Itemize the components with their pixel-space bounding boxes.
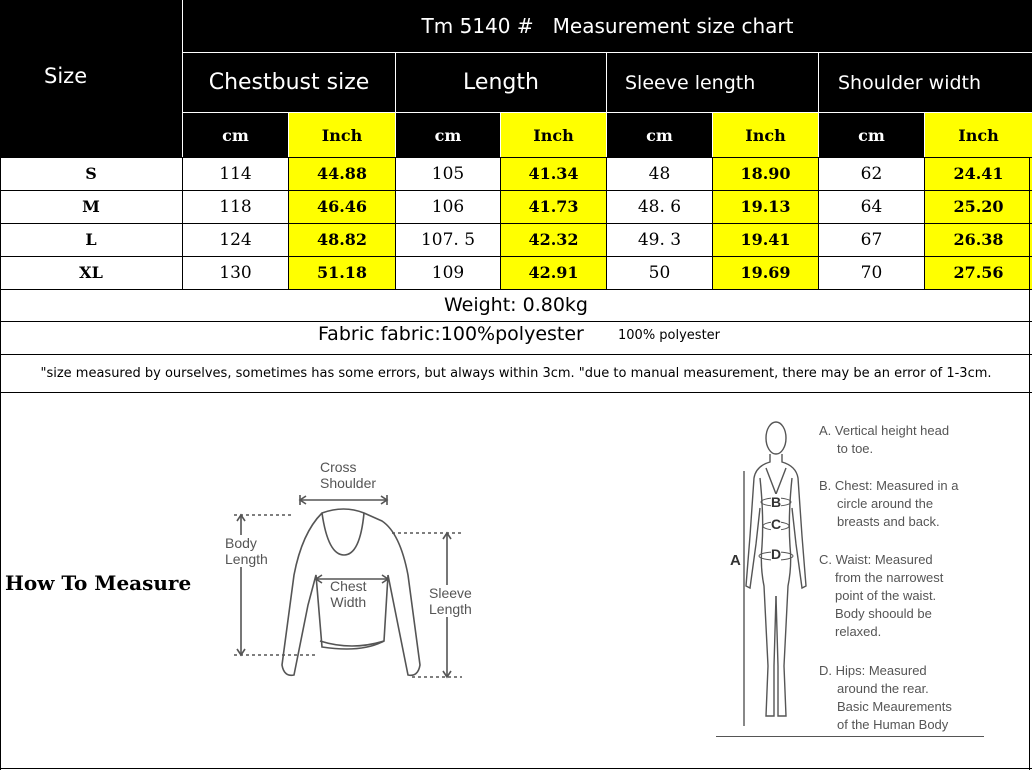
measurement-note-a <box>819 422 949 458</box>
label-line: Shoulder <box>320 475 377 491</box>
table-cell <box>713 223 818 256</box>
cell-value: 48. 6 <box>637 196 682 217</box>
divider <box>0 768 1032 769</box>
label-line: Length <box>429 601 472 617</box>
unit-label: cm <box>434 125 462 145</box>
cell-value: 51.18 <box>316 263 368 282</box>
label-line: Length <box>225 551 268 567</box>
column-header-sleeve <box>607 53 818 112</box>
garment-diagram <box>222 455 482 695</box>
table-cell <box>925 223 1032 256</box>
cell-value: 48.82 <box>316 230 368 249</box>
cell-value: 25.20 <box>953 197 1004 216</box>
measurement-note-d <box>819 662 952 734</box>
body-baseline <box>716 736 984 737</box>
note-line: Body shoould be <box>835 606 932 621</box>
size-value: M <box>82 197 100 216</box>
note-line: D. Hips: Measured <box>819 663 927 678</box>
label-line: Sleeve <box>429 585 472 601</box>
unit-label: Inch <box>533 125 574 145</box>
table-cell <box>396 256 500 289</box>
measurement-note-b <box>819 477 958 531</box>
column-label: Length <box>463 70 539 95</box>
sleeve-length-label <box>429 585 472 617</box>
body-diagram <box>716 412 1016 742</box>
divider <box>606 157 607 289</box>
table-cell <box>819 157 924 190</box>
table-cell <box>396 157 500 190</box>
divider <box>0 392 1032 393</box>
table-cell <box>713 190 818 223</box>
cross-shoulder-label <box>320 459 376 491</box>
cell-value: 130 <box>219 262 252 283</box>
unit-inch <box>501 113 606 157</box>
cell-value: 105 <box>431 163 465 184</box>
cell-value: 24.41 <box>953 164 1004 183</box>
note-line: of the Human Body <box>837 717 949 732</box>
fabric-row <box>0 321 1032 354</box>
cell-value: 42.91 <box>528 263 579 282</box>
table-cell <box>501 256 606 289</box>
note-line: C. Waist: Measured <box>819 552 933 567</box>
table-cell <box>289 223 395 256</box>
body-letter-b: B <box>771 494 782 510</box>
divider <box>288 157 289 289</box>
unit-cm <box>183 113 288 157</box>
chart-title <box>183 0 1032 52</box>
note-line: to toe. <box>837 441 874 456</box>
table-cell <box>607 256 712 289</box>
note-line: around the rear. <box>837 681 929 696</box>
human-figure-illustration <box>726 416 826 736</box>
cell-value: 44.88 <box>316 164 368 183</box>
unit-inch <box>713 113 818 157</box>
note-line: circle around the <box>837 496 934 511</box>
cell-value: 62 <box>860 163 883 184</box>
table-cell <box>713 157 818 190</box>
how-to-measure-label: How To Measure <box>5 571 192 595</box>
divider <box>818 157 819 289</box>
disclaimer-row <box>0 354 1032 392</box>
cell-value: 19.41 <box>740 230 791 249</box>
table-cell <box>607 223 712 256</box>
table-cell <box>819 223 924 256</box>
cell-value: 67 <box>860 229 883 250</box>
label-line: Cross <box>320 459 357 475</box>
note-line: Basic Meaurements <box>837 699 952 714</box>
cell-value: 19.13 <box>740 197 791 216</box>
body-letter-d: D <box>771 546 782 562</box>
label-line: Body <box>225 535 257 551</box>
size-label: Size <box>44 64 88 88</box>
table-cell <box>607 190 712 223</box>
chart-title-text: Tm 5140 # Measurement size chart <box>421 14 794 38</box>
body-letter-a: A <box>730 552 741 569</box>
cell-value: 124 <box>219 229 252 250</box>
unit-label: cm <box>646 125 673 145</box>
table-cell <box>925 157 1032 190</box>
table-cell <box>396 190 500 223</box>
divider <box>395 157 396 289</box>
cell-value: 46.46 <box>316 197 368 216</box>
cell-value: 26.38 <box>953 230 1004 249</box>
table-cell <box>183 256 288 289</box>
note-line: relaxed. <box>835 624 882 639</box>
unit-cm <box>607 113 712 157</box>
label-line: Chest <box>330 578 367 594</box>
cell-value: 106 <box>431 196 465 217</box>
label-line: Width <box>330 594 367 610</box>
table-cell <box>819 256 924 289</box>
measurement-note-c <box>819 551 943 641</box>
divider <box>500 157 501 289</box>
table-cell <box>925 256 1032 289</box>
table-cell <box>501 223 606 256</box>
divider <box>0 190 1032 191</box>
cell-value: 107. 5 <box>420 229 476 250</box>
cell-value: 70 <box>860 262 883 283</box>
table-cell <box>501 157 606 190</box>
sweater-illustration <box>222 455 482 695</box>
body-length-label <box>225 535 268 567</box>
table-cell <box>289 256 395 289</box>
table-cell <box>819 190 924 223</box>
column-header-shoulder <box>819 53 1032 112</box>
size-value: L <box>85 230 97 249</box>
note-line: point of the waist. <box>835 588 937 603</box>
unit-inch <box>289 113 395 157</box>
column-label: Shoulder width <box>838 71 982 94</box>
cell-value: 50 <box>648 262 671 283</box>
cell-value: 27.56 <box>953 263 1004 282</box>
unit-inch <box>925 113 1032 157</box>
cell-value: 42.32 <box>528 230 579 249</box>
column-label: Chestbust size <box>208 70 370 95</box>
table-cell <box>183 190 288 223</box>
cell-value: 118 <box>219 196 252 217</box>
column-header-chest <box>183 53 395 112</box>
cell-value: 48 <box>648 163 671 184</box>
table-cell <box>501 190 606 223</box>
cell-value: 18.90 <box>740 164 791 183</box>
body-letter-c: C <box>771 516 782 532</box>
disclaimer-text: "size measured by ourselves, sometimes has some errors, but always within 3cm. "due to manual measurement, there may be an error of 1-3cm. <box>40 365 992 381</box>
divider <box>0 256 1032 257</box>
note-line: A. Vertical height head <box>819 423 950 438</box>
chest-width-label <box>330 578 367 610</box>
table-cell <box>713 256 818 289</box>
table-cell <box>396 223 500 256</box>
cell-value: 41.34 <box>528 164 579 183</box>
unit-cm <box>819 113 924 157</box>
unit-label: cm <box>858 125 885 145</box>
size-value: S <box>85 164 97 183</box>
unit-label: cm <box>222 125 249 145</box>
column-label: Sleeve length <box>625 71 756 94</box>
unit-label: Inch <box>958 125 999 145</box>
cell-value: 19.69 <box>740 263 791 282</box>
table-cell <box>289 190 395 223</box>
divider <box>1029 157 1030 770</box>
size-header-cell <box>0 0 182 157</box>
column-header-length <box>396 53 606 112</box>
size-value: XL <box>79 263 103 282</box>
table-cell <box>183 157 288 190</box>
table-cell <box>183 223 288 256</box>
divider <box>0 157 1 770</box>
cell-value: 109 <box>431 262 465 283</box>
cell-value: 41.73 <box>528 197 579 216</box>
cell-value: 64 <box>860 196 883 217</box>
unit-cm <box>396 113 500 157</box>
divider <box>0 223 1032 224</box>
size-cell <box>0 223 182 256</box>
table-cell <box>289 157 395 190</box>
fabric-note: 100% polyester <box>618 328 721 343</box>
size-cell <box>0 190 182 223</box>
divider <box>924 157 925 289</box>
size-cell <box>0 157 182 190</box>
size-cell <box>0 256 182 289</box>
divider <box>182 157 183 289</box>
divider <box>0 157 1032 158</box>
table-cell <box>607 157 712 190</box>
table-cell <box>925 190 1032 223</box>
divider <box>712 157 713 289</box>
weight-row <box>0 289 1032 321</box>
fabric-text: Fabric fabric:100%polyester <box>318 323 584 345</box>
unit-label: Inch <box>321 125 363 145</box>
unit-label: Inch <box>745 125 786 145</box>
cell-value: 114 <box>219 163 252 184</box>
note-line: B. Chest: Measured in a <box>819 478 959 493</box>
cell-value: 49. 3 <box>637 229 682 250</box>
note-line: breasts and back. <box>837 514 940 529</box>
note-line: from the narrowest <box>835 570 944 585</box>
weight-text: Weight: 0.80kg <box>443 294 588 316</box>
